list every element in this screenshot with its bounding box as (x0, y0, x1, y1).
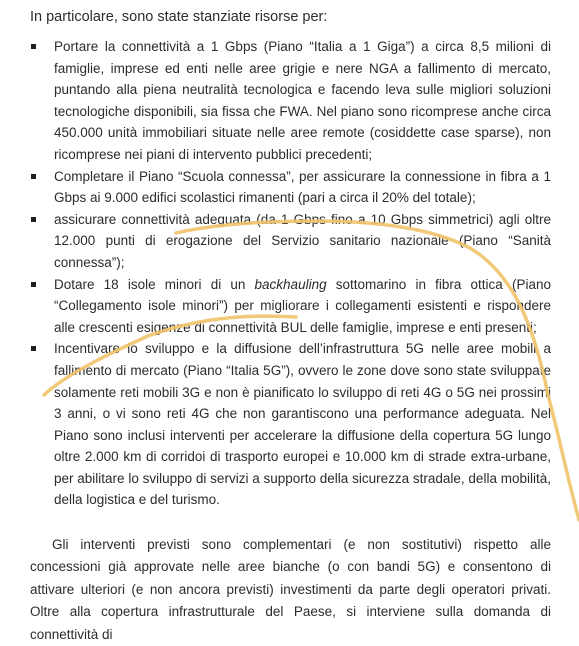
bullet-item-scuola-connessa (0, 166, 551, 209)
bullet-text-start: Dotare 18 isole minori di un (54, 276, 255, 292)
bullet-marker (31, 346, 36, 351)
bullet-marker (31, 44, 36, 49)
bullet-text: Portare la connettività a 1 Gbps (Piano “Italia a 1 Giga”) a circa 8,5 milioni di famiglie, imprese ed enti nelle aree grigie e nere NGA a fallimento di mercato, puntando alla piena neutralità tecnologica e facendo leva sulle migliori soluzioni tecnologiche disponibili, sia fissa che FWA. Nel piano sono ricomprese anche circa 450.000 unità immobiliari situate nelle aree remote (cosiddette case sparse), non ricomprese nei piani di intervento pubblici precedenti; (54, 39, 551, 162)
bullet-marker (31, 282, 36, 287)
bullet-marker (31, 174, 36, 179)
bullet-text-emphasis: backhauling (254, 276, 327, 292)
bullet-text-end: sottomarino in fibra ottica (Piano “Collegamento isole minori”) per migliorare i collegamenti esistenti e rispondere alle crescenti esigenze di connettività BUL delle famiglie, imprese e enti presenti; (54, 276, 551, 335)
bullet-text: assicurare connettività adeguata (da 1 Gbps fino a 10 Gbps simmetrici) agli oltre 12.000 punti di erogazione del Servizio sanitario nazionale (Piano “Sanità connessa”); (54, 211, 551, 270)
bullet-item-italia-5g (0, 338, 551, 511)
funding-bullet-list (0, 36, 579, 511)
bullet-marker (31, 217, 36, 222)
bullet-text: Incentivare lo sviluppo e la diffusione dell’infrastruttura 5G nelle aree mobili a fallimento di mercato (Piano “Italia 5G”), ovvero le zone dove sono state sviluppate solamente reti mobili 3G e non è pianificato lo sviluppo di reti 4G o 5G nei prossimi 3 anni, o vi sono reti 4G che non garantiscono una performance adeguata. Nel Piano sono inclusi interventi per accelerare la diffusione della copertura 5G lungo oltre 2.000 km di corridoi di trasporto europei e 10.000 km di strade extra-urbane, per abilitare lo sviluppo di servizi a supporto della sicurezza stradale, della mobilità, della logistica e del turismo. (54, 341, 551, 508)
bullet-item-isole-minori (0, 274, 551, 339)
bullet-text: Completare il Piano “Scuola connessa”, per assicurare la connessione in fibra a 1 Gbps ai 9.000 edifici scolastici rimanenti (pari a circa il 20% del totale); (54, 168, 551, 206)
bullet-item-sanita-connessa (0, 209, 551, 274)
intro-paragraph: In particolare, sono state stanziate risorse per: (30, 9, 328, 25)
bullet-item-italia-1-giga (0, 36, 551, 166)
closing-paragraph: Gli interventi previsti sono complementari (e non sostitutivi) rispetto alle concessioni già approvate nelle aree bianche (o con bandi 5G) e consentono di attivare ulteriori (e non ancora previsti) investimenti da parte degli operatori privati. Oltre alla copertura infrastrutturale del Paese, si interviene sulla domanda di connettività di (30, 537, 551, 642)
